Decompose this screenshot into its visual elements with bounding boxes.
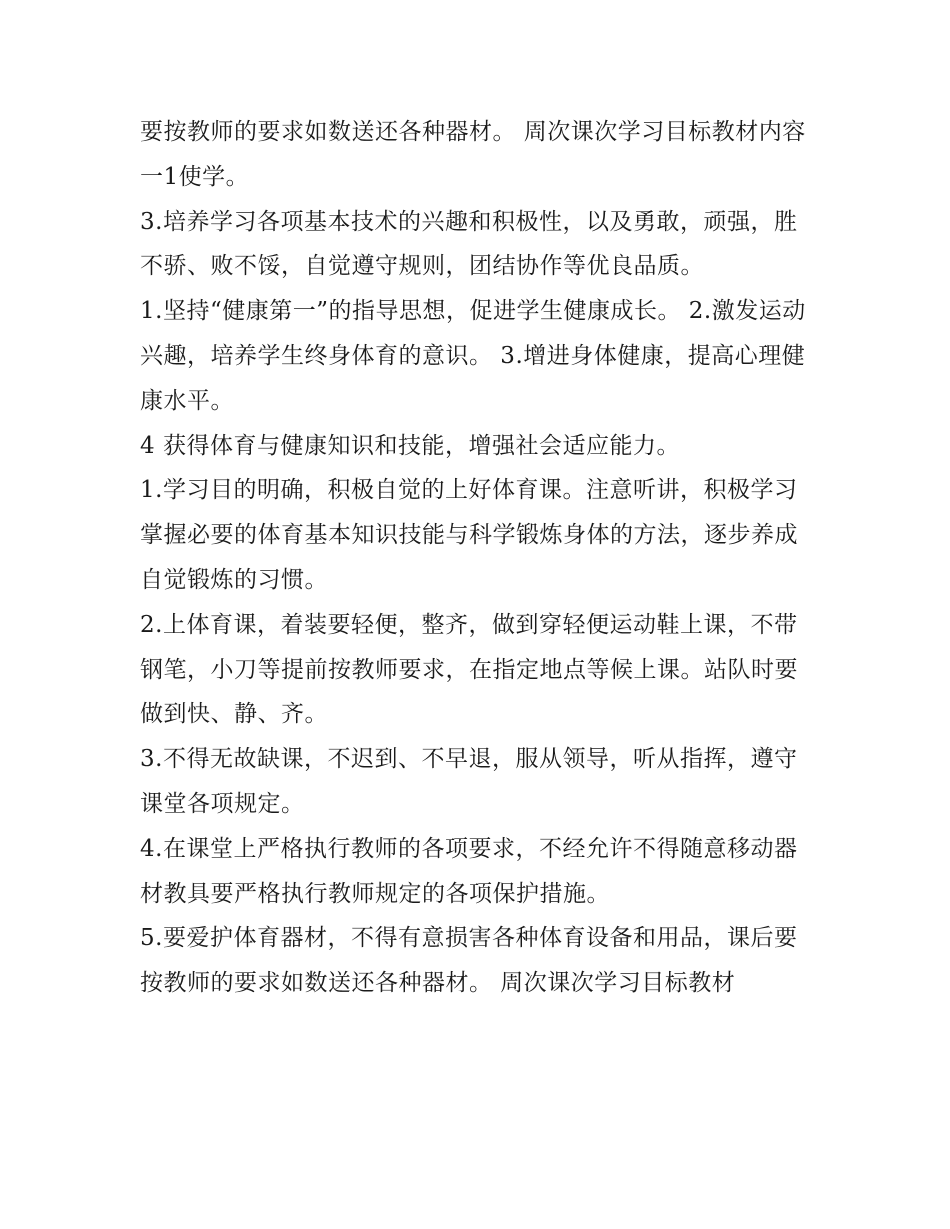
paragraph-interest-qualities: 3.培养学习各项基本技术的兴趣和积极性，以及勇敢，顽强，胜不骄、败不馁，自觉遵守规则，团结协作等优良品质。	[140, 208, 798, 280]
paragraph-guiding-principles: 1.坚持“健康第一”的指导思想，促进学生健康成长。 2.激发运动兴趣，培养学生终身体育的意识。 3.增进身体健康，提高心理健康水平。	[140, 298, 806, 414]
paragraph-rule-5: 5.要爱护体育器材，不得有意损害各种体育设备和用品，课后要按教师的要求如数送还各种器材。 周次课次学习目标教材	[140, 925, 798, 997]
paragraph-rule-1: 1.学习目的明确，积极自觉的上好体育课。注意听讲，积极学习掌握必要的体育基本知识技能与科学锻炼身体的方法，逐步养成自觉锻炼的习惯。	[140, 477, 798, 593]
paragraph-rule-3: 3.不得无故缺课，不迟到、不早退，服从领导，听从指挥，遵守课堂各项规定。	[140, 746, 798, 817]
paragraph-return-equipment: 要按教师的要求如数送还各种器材。 周次课次学习目标教材内容 一1使学。	[140, 119, 806, 190]
paragraph-rule-4: 4.在课堂上严格执行教师的各项要求，不经允许不得随意移动器材教具要严格执行教师规定的各项保护措施。	[140, 835, 798, 907]
paragraph-knowledge-skills: 4 获得体育与健康知识和技能，增强社会适应能力。	[140, 432, 680, 459]
document-body	[140, 110, 820, 1006]
paragraph-rule-2: 2.上体育课，着装要轻便，整齐，做到穿轻便运动鞋上课，不带钢笔，小刀等提前按教师要求，在指定地点等候上课。站队时要做到快、静、齐。	[140, 611, 798, 728]
